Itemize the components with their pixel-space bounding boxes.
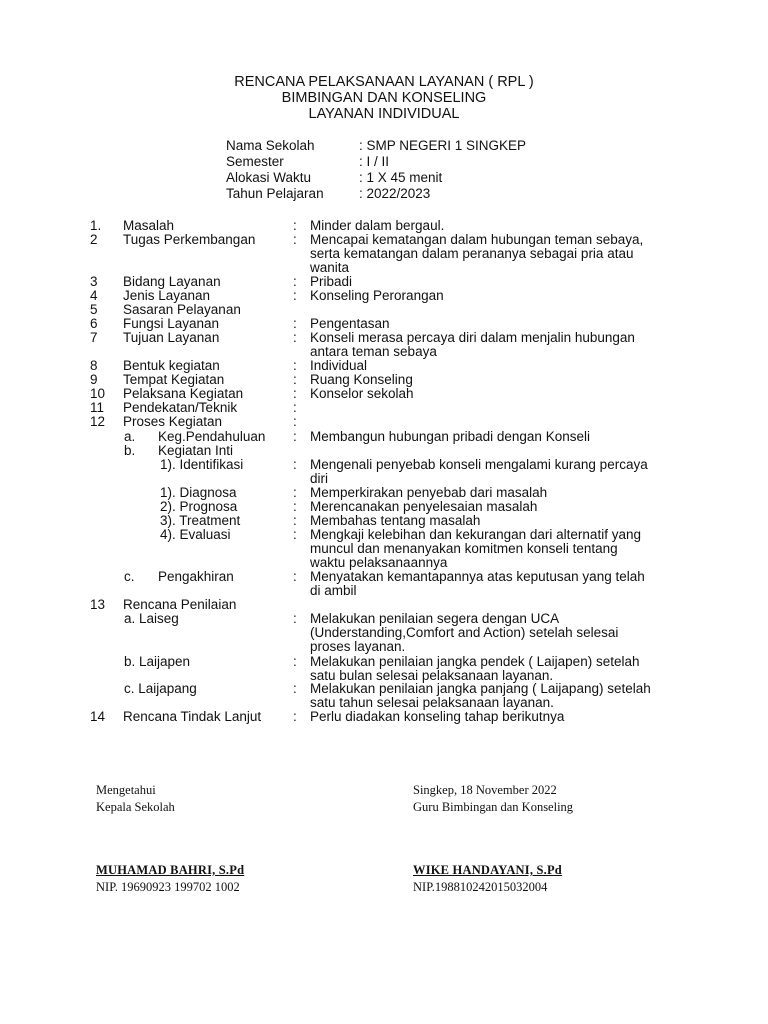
item-number: 3: [90, 274, 98, 289]
item-number: 14: [90, 709, 106, 724]
item-colon: :: [293, 681, 297, 696]
item-colon: :: [293, 316, 297, 331]
item-value: Pengentasan: [310, 316, 390, 331]
item-value: Pribadi: [310, 274, 353, 289]
item-value: Memperkirakan penyebab dari masalah: [310, 485, 548, 500]
item-label: 1). Diagnosa: [160, 485, 237, 500]
item-label: Pendekatan/Teknik: [123, 400, 238, 415]
info-label: Alokasi Waktu: [226, 170, 312, 185]
info-row: [0, 170, 768, 186]
item-label: 3). Treatment: [160, 513, 241, 528]
item-number: 13: [90, 597, 106, 612]
item-label: Rencana Tindak Lanjut: [123, 709, 262, 724]
item-value: Minder dalam bergaul.: [310, 218, 445, 233]
info-row: [0, 186, 768, 202]
item-value: Perlu diadakan konseling tahap berikutnya: [310, 709, 565, 724]
item-label: Proses Kegiatan: [123, 414, 223, 429]
item-label: Pengakhiran: [158, 569, 234, 584]
item-label: Bentuk kegiatan: [123, 358, 220, 373]
item-colon: :: [293, 372, 297, 387]
item-colon: :: [293, 429, 297, 444]
item-label: 2). Prognosa: [160, 499, 238, 514]
item-value: Membahas tentang masalah: [310, 513, 481, 528]
item-label: Pelaksana Kegiatan: [123, 386, 244, 401]
item-number: 5: [90, 302, 98, 317]
item-value: Menyatakan kemantapannya atas keputusan yang telah di ambil: [310, 569, 645, 598]
document-title: [0, 74, 768, 122]
info-label: Semester: [226, 154, 284, 169]
item-label: Tujuan Layanan: [123, 330, 220, 345]
item-value: Konseling Perorangan: [310, 288, 444, 303]
item-label: Rencana Penilaian: [123, 597, 237, 612]
item-colon: :: [293, 330, 297, 345]
item-label: 1). Identifikasi: [160, 457, 244, 472]
info-value: : SMP NEGERI 1 SINGKEP: [359, 138, 527, 153]
info-value: : 1 X 45 menit: [359, 170, 443, 185]
title-line-2: BIMBINGAN DAN KONSELING: [281, 90, 487, 106]
item-number: 6: [90, 316, 98, 331]
info-row: [0, 154, 768, 170]
title-line-1: RENCANA PELAKSANAAN LAYANAN ( RPL ): [234, 74, 534, 90]
item-value: Mencapai kematangan dalam hubungan teman sebaya, serta kematangan dalam perananya sebagai pria atau wanita: [310, 232, 644, 275]
item-colon: :: [293, 288, 297, 303]
item-value: Melakukan penilaian segera dengan UCA (Understanding,Comfort and Action) setelah selesai proses layanan.: [310, 611, 619, 654]
item-number: 9: [90, 372, 98, 387]
item-number: 12: [90, 414, 106, 429]
info-value: : 2022/2023: [359, 186, 431, 201]
item-value: Mengenali penyebab konseli mengalami kurang percaya diri: [310, 457, 648, 486]
counselor-name: WIKE HANDAYANI, S.Pd: [413, 863, 562, 877]
principal-nip: NIP. 19690923 199702 1002: [96, 880, 240, 894]
item-value: Membangun hubungan pribadi dengan Konseli: [310, 429, 590, 444]
item-label: Sasaran Pelayanan: [123, 302, 241, 317]
item-colon: :: [293, 274, 297, 289]
item-number: 11: [90, 400, 105, 415]
place-date: Singkep, 18 November 2022: [413, 783, 557, 797]
item-number: a.: [124, 429, 136, 444]
item-value: Melakukan penilaian jangka pendek ( Laijapen) setelah satu bulan selesai pelaksanaan layanan.: [310, 654, 640, 683]
item-value: Konselor sekolah: [310, 386, 414, 401]
item-number: 10: [90, 386, 106, 401]
item-label: 4). Evaluasi: [160, 527, 231, 542]
item-label: Kegiatan Inti: [158, 443, 234, 458]
item-number: 1.: [90, 218, 102, 233]
item-label: Bidang Layanan: [123, 274, 221, 289]
item-colon: :: [293, 400, 297, 415]
item-colon: :: [293, 358, 297, 373]
item-number: 7: [90, 330, 98, 345]
item-label: Fungsi Layanan: [123, 316, 220, 331]
info-value: : I / II: [359, 154, 390, 169]
item-colon: :: [293, 569, 297, 584]
item-label: Jenis Layanan: [123, 288, 211, 303]
item-colon: :: [293, 457, 297, 472]
counselor-title: Guru Bimbingan dan Konseling: [413, 800, 574, 814]
item-number: 2: [90, 232, 98, 247]
item-value: Mengkaji kelebihan dan kekurangan dari alternatif yang muncul dan menanyakan komitmen konseli tentang waktu pelaksanaannya: [310, 527, 641, 570]
item-colon: :: [293, 611, 297, 626]
item-value: Merencanakan penyelesaian masalah: [310, 499, 538, 514]
info-label: Tahun Pelajaran: [226, 186, 324, 201]
item-label: Masalah: [123, 218, 175, 233]
item-colon: :: [293, 513, 297, 528]
item-colon: :: [293, 414, 297, 429]
item-number: 4: [90, 288, 98, 303]
item-colon: :: [293, 386, 297, 401]
item-number: b.: [124, 443, 136, 458]
item-label: b. Laijapen: [124, 654, 191, 669]
item-colon: :: [293, 527, 297, 542]
item-label: a. Laiseg: [124, 611, 179, 626]
item-number: 8: [90, 358, 98, 373]
principal-name: MUHAMAD BAHRI, S.Pd: [96, 863, 245, 877]
item-label: Tempat Kegiatan: [123, 372, 225, 387]
item-label: Keg.Pendahuluan: [158, 429, 266, 444]
item-colon: :: [293, 709, 297, 724]
item-number: c.: [124, 569, 135, 584]
item-label: Tugas Perkembangan: [123, 232, 256, 247]
info-row: [0, 138, 768, 154]
item-colon: :: [293, 499, 297, 514]
item-value: Ruang Konseling: [310, 372, 413, 387]
title-line-3: LAYANAN INDIVIDUAL: [308, 106, 460, 122]
item-value: Konseli merasa percaya diri dalam menjalin hubungan antara teman sebaya: [310, 330, 635, 359]
item-colon: :: [293, 232, 297, 247]
counselor-nip: NIP.198810242015032004: [413, 880, 548, 894]
info-label: Nama Sekolah: [226, 138, 315, 153]
item-colon: :: [293, 485, 297, 500]
item-colon: :: [293, 654, 297, 669]
item-value: Individual: [310, 358, 368, 373]
item-label: c. Laijapang: [124, 681, 197, 696]
item-colon: :: [293, 218, 297, 233]
item-value: Melakukan penilaian jangka panjang ( Laijapang) setelah satu tahun selesai pelaksanaan layanan.: [310, 681, 651, 710]
acknowledge-label: Mengetahui: [96, 783, 156, 797]
principal-title: Kepala Sekolah: [96, 800, 175, 814]
